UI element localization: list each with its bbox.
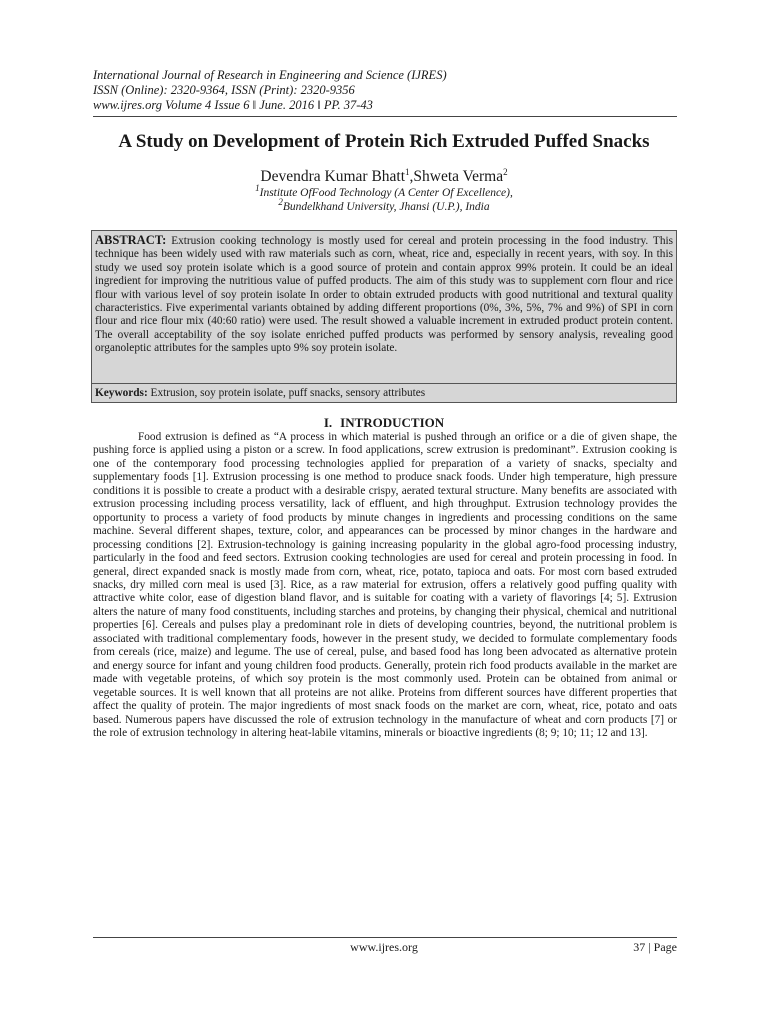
author-affiliation-mark: 1: [405, 166, 410, 177]
author-affiliation-mark: 2: [503, 166, 508, 177]
header-divider: [93, 116, 677, 117]
keywords-box: [91, 383, 677, 403]
affiliation-mark: 2: [278, 196, 283, 207]
author-name: Shweta Verma: [413, 168, 504, 185]
affiliation-text: Bundelkhand University, Jhansi (U.P.), India: [282, 200, 490, 213]
paper-title: A Study on Development of Protein Rich Extruded Puffed Snacks: [118, 131, 650, 152]
section-title: INTRODUCTION: [340, 415, 445, 430]
footer-site-link[interactable]: www.ijres.org: [350, 940, 418, 954]
abstract-text: Extrusion cooking technology is mostly used for cereal and protein processing in the food industry. This technique has been widely used with raw materials such as corn, wheat, rice and, especially in recent years, with soy. In this study we used soy protein isolate which is a good source of protein and contain approx 99% protein. It could be an ideal ingredient for improving the nutritious value of puffed products. The aim of this study was to supplement corn flour and rice flour with various level of soy protein isolate In order to obtain extruded products with good nutritional and textural quality characteristics. Five experimental variants obtained by adding different proportions (0%, 3%, 5%, 7% and 9%) of SPI in corn flour and rice flour mix (40:60 ratio) were used. The result showed a valuable increment in extruded product protein content. The overall acceptability of the soy isolate enriched puffed products was performed by sensory analysis, revealing good organoleptic attributes for the samples upto 9% soy protein isolate.: [95, 235, 674, 355]
footer-divider: [93, 937, 677, 938]
affiliations: [60, 183, 708, 214]
journal-volume: www.ijres.org Volume 4 Issue 6 ǁ June. 2016 ǁ PP. 37-43: [93, 98, 373, 112]
author-name: Devendra Kumar Bhatt: [260, 168, 406, 185]
section-number: I.: [323, 415, 333, 430]
footer-page-number: 37 | Page: [633, 940, 677, 954]
affiliation-mark: 1: [255, 183, 260, 194]
abstract-label: ABSTRACT:: [95, 233, 167, 247]
author-list: [60, 167, 708, 186]
affiliation-text: Institute OfFood Technology (A Center Of Excellence),: [259, 187, 513, 199]
section-heading-introduction: [60, 415, 708, 431]
affiliation-line: [60, 196, 708, 215]
keywords-text: Extrusion, soy protein isolate, puff snacks, sensory attributes: [150, 387, 426, 399]
abstract-box: [91, 230, 677, 384]
affiliation-line: [60, 183, 708, 201]
journal-name: International Journal of Research in Engineering and Science (IJRES): [93, 68, 447, 82]
introduction-paragraph: Food extrusion is defined as “A process in which material is pushed through an orifice or a die of given shape, the pushing force is applied using a piston or a screw. In food applications, screw extrusion is predominant”. Extrusion cooking is one of the contemporary food processing technologies applied for preparation of a variety of snacks, specialty and supplementary foods [1]. Extrusion processing is one method to produce snack foods. Under high temperature, high pressure conditions it is possible to create a product with a desirable crispy, aerated textural structure. Many benefits are associated with extrusion processing including process versatility, lack of effluent, and high throughput. Extrusion technology provides the opportunity to process a variety of food products by minute changes in ingredients and processing conditions on the same machine. Several different shapes, texture, color, and appearances can be processed by minor changes in the hardware and processing conditions [2]. Extrusion-technology is gaining increasing popularity in the global agro-food processing industry, particularly in the food and feed sectors. Extrusion cooking technologies are used for cereal and protein processing in food. In general, direct expanded snack is mostly made from corn, wheat, rice, potato, tapioca and oats. For most corn based extruded snacks, dry milled corn meal is used [3]. Rice, as a raw material for extrusion, offers a relatively good puffing quality with attractive white color, ease of digestion bland flavor, and is suitable for coating with a variety of flavorings [4; 5]. Extrusion alters the nature of many food constituents, including starches and proteins, by changing their physical, chemical and nutritional properties [6]. Cereals and pulses play a predominant role in diets of developing countries, beyond, the nutritional problem is associated with traditional complementary foods, however in the present study, we decided to formulate complementary foods from cereals (rice, maize) and legume. The use of cereal, pulse, and based food has long been advocated as alternative protein and energy source for infant and young children food products. Generally, protein rich food products available in the market are made with vegetable proteins, of which soy protein is the most commonly used. Protein can be obtained from animal or vegetable sources. It is well known that all proteins are not alike. Proteins from different sources have different properties that affect the quality of protein. The major ingredients of most snack foods on the market are corn, wheat, rice, potato and oats based. Numerous papers have discussed the role of extrusion technology in the manufacture of wheat and corn products [7] or the role of extrusion technology in altering heat-labile vitamins, minerals or bioactive ingredients (8; 9; 10; 11; 12 and 13].: [93, 431, 677, 739]
journal-header: [93, 68, 693, 113]
journal-issn: ISSN (Online): 2320-9364, ISSN (Print): 2320-9356: [93, 83, 355, 97]
keywords-label: Keywords:: [95, 387, 148, 399]
author-separator: ,: [409, 168, 414, 185]
